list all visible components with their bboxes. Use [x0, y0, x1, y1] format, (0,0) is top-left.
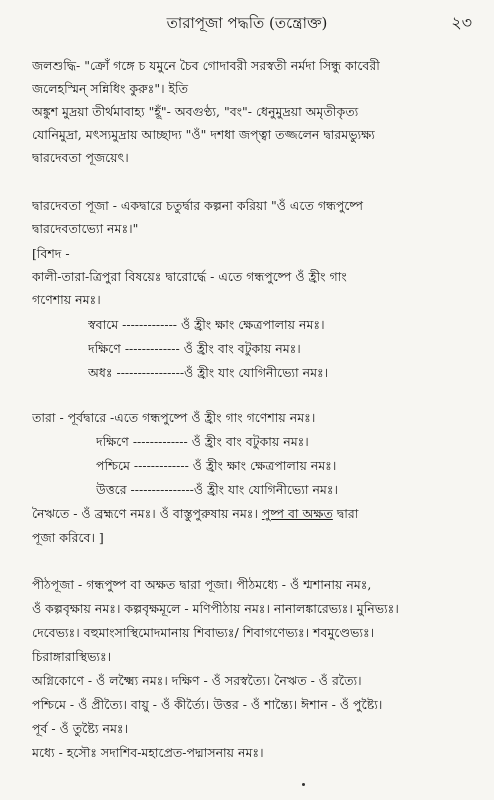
text-line: দক্ষিণে ------------- ওঁ হ্রীং বাং বটুকায় নমঃ।	[96, 434, 309, 449]
text-line: উত্তরে ---------------ওঁ হ্রীং যাং যোগিনীভ্যো নমঃ।	[96, 482, 338, 497]
text-span: দ্বারা	[332, 506, 359, 521]
text-line: অগ্নিকোণে - ওঁ লক্ষ্ম্যৈ নমঃ। দক্ষিণ - ওঁ সরস্বত্যৈ। নৈঋত - ওঁ রত্যৈ।	[32, 673, 362, 688]
text-line: পূজা করিবে। ]	[32, 530, 104, 545]
page-header	[0, 10, 494, 34]
text-line: তারা - পূর্বদ্বারে -এতে গন্ধপুষ্পে ওঁ হ্রীং গাং গণেশায় নমঃ।	[32, 410, 316, 425]
text-line: চিরাঙ্গারাস্থিভ্যঃ।	[32, 649, 112, 664]
text-line: দক্ষিণে ------------- ওঁ হ্রীং বাং বটুকায় নমঃ।	[88, 341, 301, 356]
text-line: গণেশায় নমঃ।	[32, 292, 101, 307]
text-line	[32, 506, 472, 522]
text-line: মধ্যে - হসৌঃ সদাশিব-মহাপ্রেত-পদ্মাসনায় নমঃ।	[32, 745, 264, 760]
text-line: পূর্ব - ওঁ তুষ্ট্যৈ নমঃ।	[32, 721, 129, 736]
underlined-phrase: পুষ্প বা অক্ষত	[261, 506, 333, 521]
text-line: পশ্চিমে ------------- ওঁ হ্রীং ক্ষাং ক্ষেত্রপালায় নমঃ।	[96, 458, 337, 473]
text-line: অঙ্কুশ মুদ্রয়া তীর্থমাবাহ্য "হূঁ"- অবগুণ্ঠ্য, "বং"- ধেনুমুদ্রয়া অমৃতীকৃত্য	[32, 104, 359, 119]
page-number: ২৩	[451, 13, 472, 32]
text-line: স্ববামে ------------- ওঁ হ্রীং ক্ষাং ক্ষেত্রপালায় নমঃ।	[88, 317, 325, 332]
text-line: দ্বারদেবতাভ্যো নমঃ।"	[32, 221, 139, 236]
text-line: অধঃ ----------------ওঁ হ্রীং যাং যোগিনীভ্যো নমঃ।	[88, 365, 329, 380]
text-line: দেবেভ্যঃ। বহুমাংসাস্থিমোদমানায় শিবাভ্যঃ/ শিবাগণেভ্যঃ। শবমুণ্ডেভ্যঃ।	[32, 625, 375, 640]
text-line: জলেহস্মিন্ সন্নিধিং কুরুঃ"। ইতি	[32, 81, 188, 96]
running-title: তারাপূজা পদ্ধতি (তন্ত্রোক্ত)	[166, 14, 328, 32]
text-line: ওঁ কল্পবৃক্ষায় নমঃ। কল্পবৃক্ষমূলে - মণিপীঠায় নমঃ। নানালঙ্কারেভ্যঃ। মুনিভ্যঃ।	[32, 601, 399, 616]
text-span: নৈঋতে - ওঁ ব্রহ্মণে নমঃ। ওঁ বাস্তুপুরুষায় নমঃ।	[32, 506, 262, 521]
text-line: পীঠপূজা - গন্ধপুষ্প বা অক্ষত দ্বারা পূজা। পীঠমধ্যে - ওঁ শ্মশানায় নমঃ,	[32, 577, 372, 592]
text-line: দ্বারদেবতা পূজয়েৎ।	[32, 150, 129, 165]
text-line: যোনিমুদ্রা, মৎস্যমুদ্রায় আচ্ছাদ্য "ওঁ" দশধা জপ্ত্বা তজ্জলেন দ্বারমভ্যুক্ষ্য	[32, 127, 375, 142]
text-line: [বিশদ -	[32, 246, 70, 261]
text-line: কালী-তারা-ত্রিপুরা বিষয়েঃ দ্বারোর্দ্ধে - এতে গন্ধপুষ্পে ওঁ হ্রীং গাং	[32, 269, 347, 284]
text-line: জলশুদ্ধি- "ক্রোঁ গঙ্গে চ যমুনে চৈব গোদাবরী সরস্বতী নর্মদা সিন্ধু কাবেরী	[32, 58, 380, 73]
text-line: দ্বারদেবতা পূজা - একদ্বারে চতুর্দ্বার কল্পনা করিয়া "ওঁ এতে গন্ধপুষ্পে	[32, 198, 364, 213]
print-speck	[302, 783, 305, 786]
text-line: পশ্চিমে - ওঁ প্রীত্যৈ। বায়ু - ওঁ কীর্ত্যৈ। উত্তর - ওঁ শান্ত্যৈ। ঈশান - ওঁ পুষ্ট্যৈ।	[32, 697, 383, 712]
